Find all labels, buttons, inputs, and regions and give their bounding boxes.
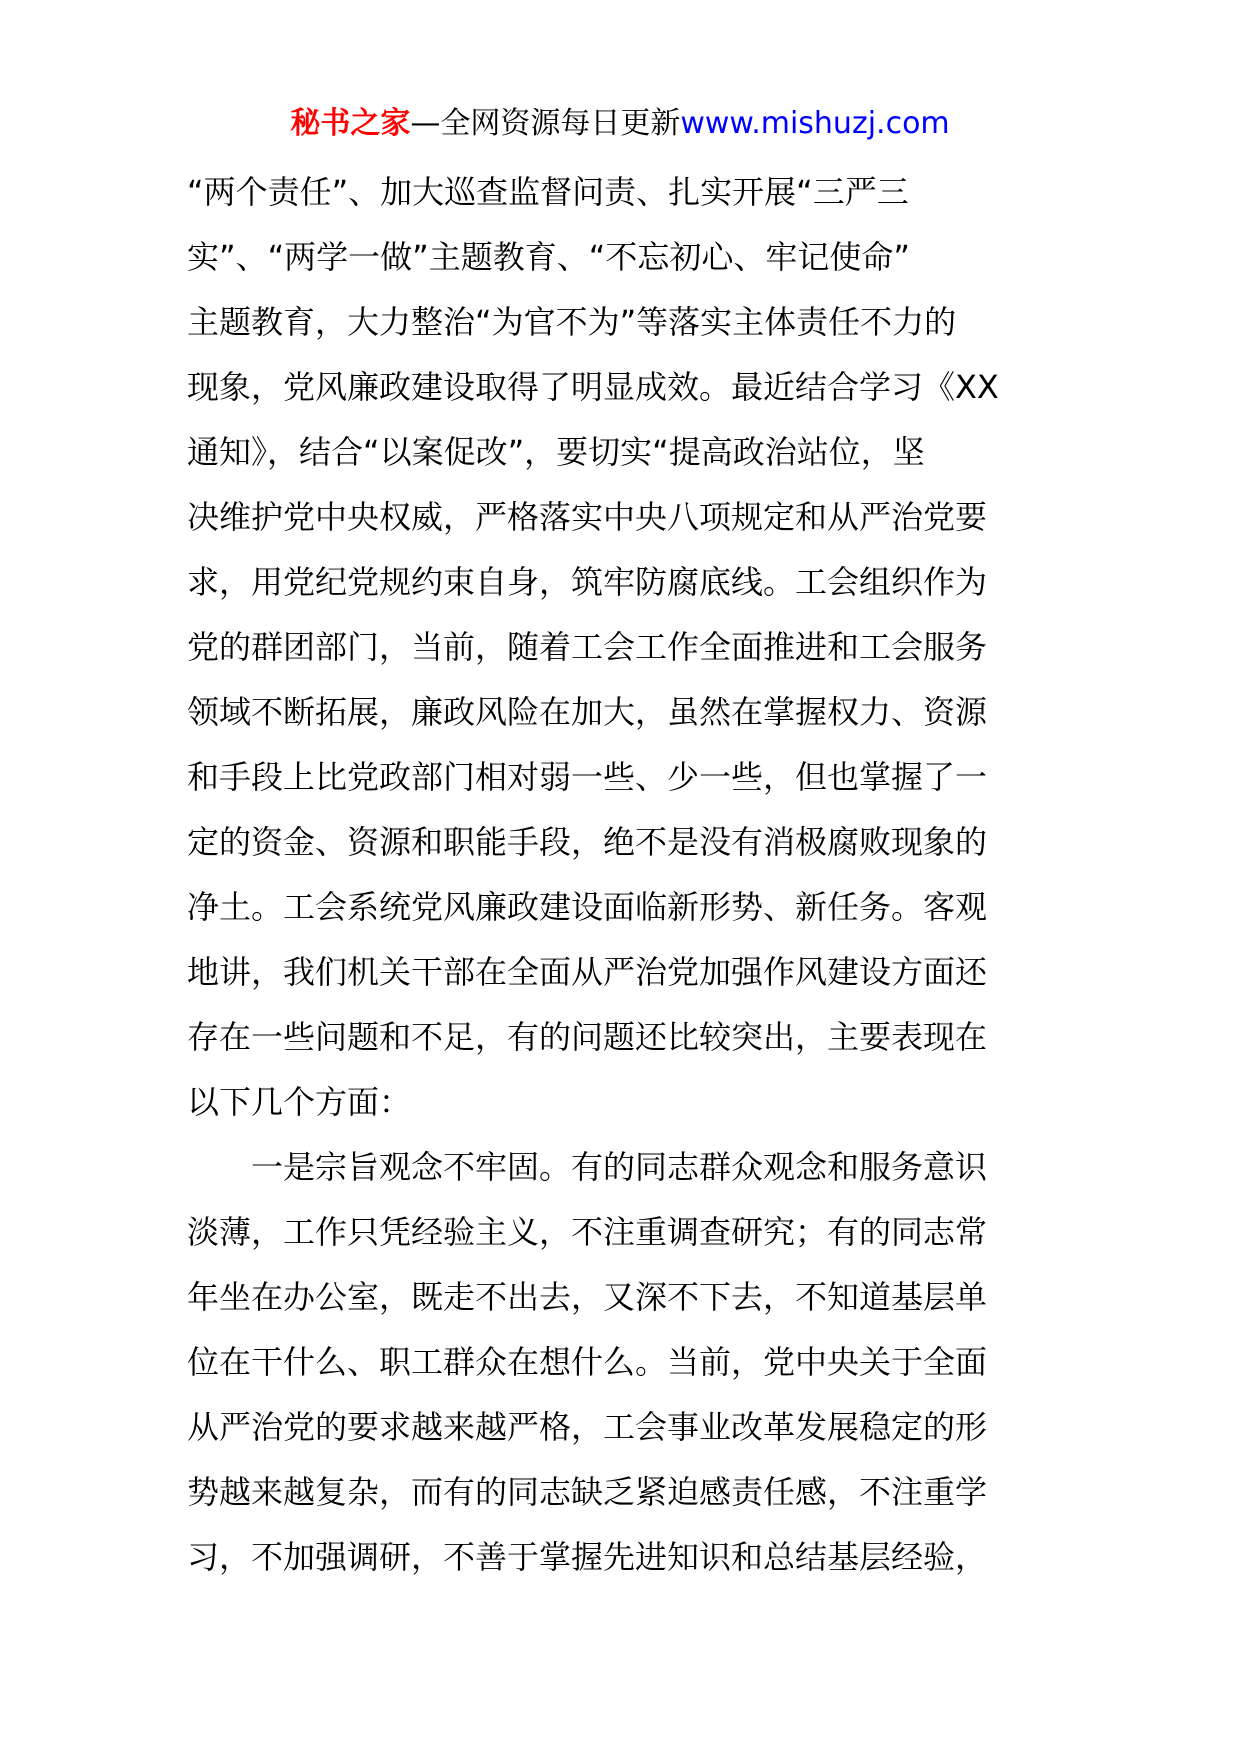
text-line: 领域不断拓展，廉政风险在加大，虽然在掌握权力、资源 (187, 693, 988, 731)
text-line: 位在干什么、职工群众在想什么。当前，党中央关于全面 (187, 1343, 988, 1381)
site-brand: 秘书之家 (290, 106, 411, 141)
text-line: 党的群团部门，当前，随着工会工作全面推进和工会服务 (187, 628, 988, 666)
page-header (0, 104, 1240, 144)
text-line: 和手段上比党政部门相对弱一些、少一些，但也掌握了一 (187, 758, 988, 796)
text-line: 从严治党的要求越来越严格，工会事业改革发展稳定的形 (187, 1408, 988, 1446)
text-line: 地讲，我们机关干部在全面从严治党加强作风建设方面还 (187, 953, 988, 991)
text-line: 定的资金、资源和职能手段，绝不是没有消极腐败现象的 (187, 823, 988, 861)
site-slogan: —全网资源每日更新 (410, 106, 681, 141)
text-line: 年坐在办公室，既走不出去，又深不下去，不知道基层单 (187, 1278, 988, 1316)
text-line: 主题教育，大力整治“为官不为”等落实主体责任不力的 (187, 303, 957, 341)
text-line: 习，不加强调研，不善于掌握先进知识和总结基层经验， (187, 1538, 988, 1576)
text-line: 求，用党纪党规约束自身，筑牢防腐底线。工会组织作为 (187, 563, 988, 601)
text-line: 淡薄，工作只凭经验主义，不注重调查研究；有的同志常 (187, 1213, 988, 1251)
text-line: “两个责任”、加大巡查监督问责、扎实开展“三严三 (187, 173, 909, 211)
text-line: 以下几个方面： (187, 1083, 412, 1121)
paragraph-start-line: 一是宗旨观念不牢固。有的同志群众观念和服务意识 (251, 1148, 988, 1186)
text-line: 存在一些问题和不足，有的问题还比较突出，主要表现在 (187, 1018, 988, 1056)
text-line: 现象，党风廉政建设取得了明显成效。最近结合学习《XX (187, 368, 999, 406)
text-line: 实”、“两学一做”主题教育、“不忘初心、牢记使命” (187, 238, 910, 276)
document-body (187, 160, 1053, 1590)
text-line: 势越来越复杂，而有的同志缺乏紧迫感责任感，不注重学 (187, 1473, 988, 1511)
site-url-link[interactable]: www.mishuzj.com (680, 106, 950, 141)
text-line: 通知》，结合“以案促改”，要切实“提高政治站位，坚 (187, 433, 925, 471)
text-line: 决维护党中央权威，严格落实中央八项规定和从严治党要 (187, 498, 988, 536)
text-line: 净土。工会系统党风廉政建设面临新形势、新任务。客观 (187, 888, 988, 926)
